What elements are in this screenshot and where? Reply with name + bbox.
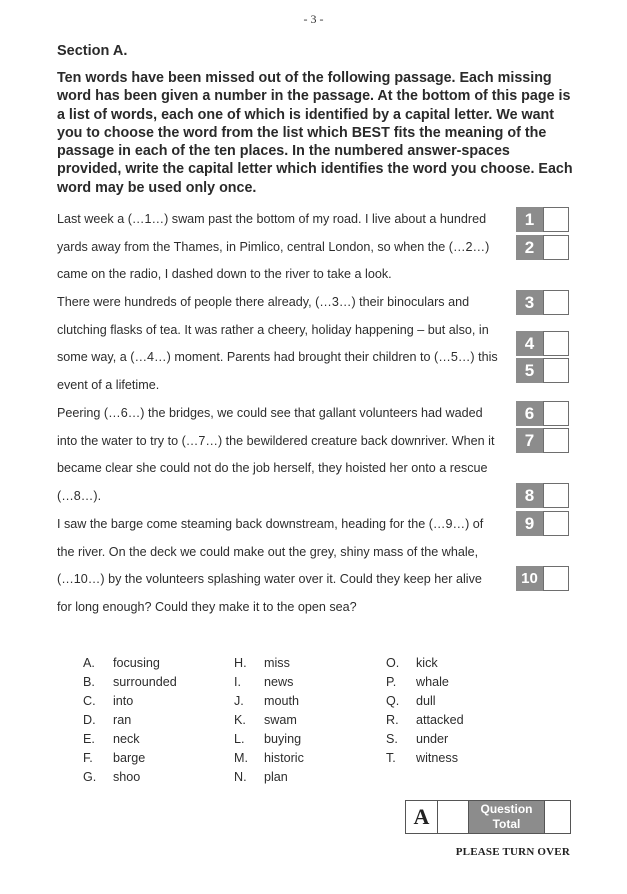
- passage-line: some way, a (…4…) moment. Parents had brought their children to (…5…) this: [57, 350, 498, 364]
- answer-box-3: [516, 290, 569, 315]
- word-letter: P.: [386, 675, 397, 689]
- answer-space-1[interactable]: [543, 207, 569, 232]
- word-letter: F.: [83, 751, 93, 765]
- word-letter: R.: [386, 713, 399, 727]
- word-option: neck: [113, 732, 140, 746]
- word-letter: L.: [234, 732, 245, 746]
- answer-number: 1: [516, 207, 543, 232]
- answer-box-1: [516, 207, 569, 232]
- answer-number: 9: [516, 511, 543, 536]
- word-letter: Q.: [386, 694, 400, 708]
- answer-space-6[interactable]: [543, 401, 569, 426]
- word-option: into: [113, 694, 134, 708]
- page-number: - 3 -: [303, 12, 324, 26]
- word-letter: G.: [83, 770, 97, 784]
- word-letter: D.: [83, 713, 96, 727]
- word-letter: K.: [234, 713, 246, 727]
- word-letter: N.: [234, 770, 247, 784]
- word-option: surrounded: [113, 675, 177, 689]
- question-total-score[interactable]: [544, 801, 570, 833]
- answer-space-3[interactable]: [543, 290, 569, 315]
- word-option: news: [264, 675, 294, 689]
- section-letter: A: [406, 801, 438, 833]
- passage-line: I saw the barge come steaming back downstream, heading for the (…9…) of: [57, 517, 484, 531]
- word-letter: H.: [234, 656, 247, 670]
- answer-space-9[interactable]: [543, 511, 569, 536]
- answer-space-2[interactable]: [543, 235, 569, 260]
- answer-space-4[interactable]: [543, 331, 569, 356]
- word-option: historic: [264, 751, 304, 765]
- answer-box-2: [516, 235, 569, 260]
- answer-number: 3: [516, 290, 543, 315]
- word-letter: I.: [234, 675, 241, 689]
- passage-line: Peering (…6…) the bridges, we could see that gallant volunteers had waded: [57, 406, 483, 420]
- word-letter: T.: [386, 751, 396, 765]
- word-letter: O.: [386, 656, 400, 670]
- question-total-label: [469, 801, 544, 833]
- passage-line: Last week a (…1…) swam past the bottom of my road. I live about a hundred: [57, 212, 487, 226]
- please-turn-over: PLEASE TURN OVER: [455, 846, 570, 858]
- answer-space-10[interactable]: [543, 566, 569, 591]
- answer-box-6: [516, 401, 569, 426]
- word-letter: A.: [83, 656, 95, 670]
- word-option: whale: [416, 675, 449, 689]
- passage-line: clutching flasks of tea. It was rather a cheery, holiday happening – but also, in: [57, 323, 489, 337]
- word-option: attacked: [416, 713, 464, 727]
- passage-line: yards away from the Thames, in Pimlico, central London, so when the (…2…): [57, 240, 490, 254]
- word-option: under: [416, 732, 449, 746]
- word-letter: J.: [234, 694, 244, 708]
- passage-line: became clear she could not do the job herself, they hoisted her onto a rescue: [57, 461, 488, 475]
- passage-line: came on the radio, I dashed down to the river to take a look.: [57, 267, 392, 281]
- passage-line: the river. On the deck we could make out the grey, shiny mass of the whale,: [57, 545, 479, 559]
- word-option: kick: [416, 656, 438, 670]
- passage-line: into the water to try to (…7…) the bewildered creature back downriver. When it: [57, 434, 495, 448]
- word-option: shoo: [113, 770, 141, 784]
- word-option: plan: [264, 770, 288, 784]
- passage-line: There were hundreds of people there already, (…3…) their binoculars and: [57, 295, 470, 309]
- word-letter: E.: [83, 732, 95, 746]
- word-option: swam: [264, 713, 297, 727]
- word-option: barge: [113, 751, 146, 765]
- word-letter: C.: [83, 694, 96, 708]
- answer-box-4: [516, 331, 569, 356]
- instructions: Ten words have been missed out of the following passage. Each missing word has been given a number in the passage. At the bottom of this page is a list of words, each one of which is identified by a capital letter. We want you to choose the word from the list which BEST fits the meaning of the passage in each of the ten places. In the numbered answer-spaces provided, write the capital letter which identifies the word you choose. Each word may be used only once.: [57, 70, 573, 196]
- passage-line: event of a lifetime.: [57, 378, 160, 392]
- answer-space-7[interactable]: [543, 428, 569, 453]
- word-option: witness: [416, 751, 458, 765]
- answer-space-5[interactable]: [543, 358, 569, 383]
- answer-number: 4: [516, 331, 543, 356]
- answer-box-9: [516, 511, 569, 536]
- word-letter: B.: [83, 675, 95, 689]
- answer-number: 7: [516, 428, 543, 453]
- answer-number: 5: [516, 358, 543, 383]
- answer-space-8[interactable]: [543, 483, 569, 508]
- word-option: miss: [264, 656, 290, 670]
- word-option: ran: [113, 713, 132, 727]
- word-letter: M.: [234, 751, 248, 765]
- answer-number: 10: [516, 566, 543, 591]
- word-option: dull: [416, 694, 436, 708]
- answer-box-7: [516, 428, 569, 453]
- question-total-box: [405, 800, 571, 834]
- passage-line: for long enough? Could they make it to the open sea?: [57, 600, 357, 614]
- passage-line: (…10…) by the volunteers splashing water over it. Could they keep her alive: [57, 572, 482, 586]
- answer-number: 2: [516, 235, 543, 260]
- question-total-label-line1: Question: [480, 802, 533, 816]
- answer-box-10: [516, 566, 569, 591]
- section-title: Section A.: [57, 43, 128, 59]
- word-letter: S.: [386, 732, 398, 746]
- answer-number: 6: [516, 401, 543, 426]
- answer-number: 8: [516, 483, 543, 508]
- question-total-blank: [438, 801, 469, 833]
- word-option: mouth: [264, 694, 300, 708]
- passage-line: (…8…).: [57, 489, 102, 503]
- answer-box-8: [516, 483, 569, 508]
- question-total-label-line2: Total: [492, 817, 521, 831]
- word-option: focusing: [113, 656, 160, 670]
- answer-box-5: [516, 358, 569, 383]
- word-option: buying: [264, 732, 302, 746]
